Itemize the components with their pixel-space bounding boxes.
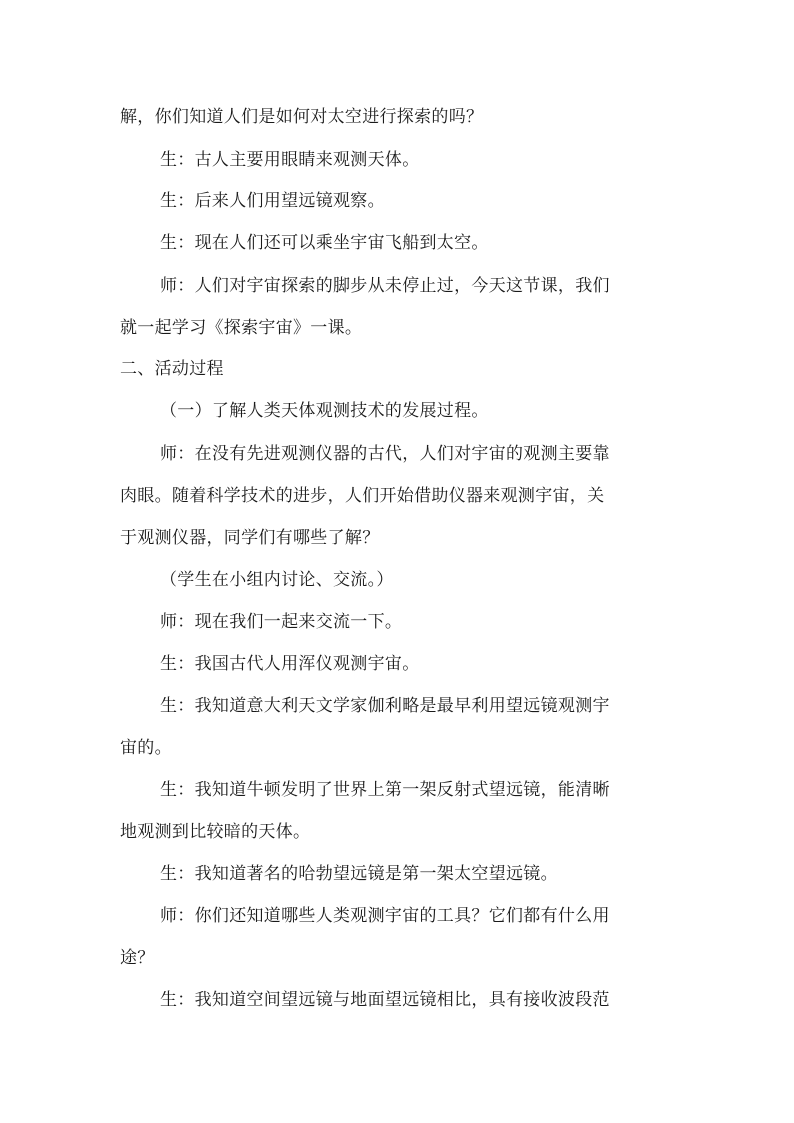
student-answer-line: 生：我知道著名的哈勃望远镜是第一架太空望远镜。 <box>160 864 558 884</box>
paragraph-line: 解，你们知道人们是如何对太空进行探索的吗？ <box>120 107 484 127</box>
paragraph-line: 就一起学习《探索宇宙》一课。 <box>120 318 363 338</box>
student-answer-line: 生：古人主要用眼睛来观测天体。 <box>160 150 420 170</box>
activity-note: （学生在小组内讨论、交流。） <box>160 570 394 590</box>
paragraph-line: 肉眼。随着科学技术的进步，人们开始借助仪器来观测宇宙，关 <box>120 486 605 506</box>
teacher-line: 师：在没有先进观测仪器的古代，人们对宇宙的观测主要靠 <box>160 444 610 464</box>
student-answer-line: 生：我国古代人用浑仪观测宇宙。 <box>160 654 420 674</box>
subsection-heading: （一）了解人类天体观测技术的发展过程。 <box>160 401 489 421</box>
paragraph-line: 宙的。 <box>120 738 172 758</box>
student-answer-line: 生：我知道意大利天文学家伽利略是最早利用望远镜观测宇 <box>160 696 610 716</box>
teacher-line: 师：你们还知道哪些人类观测宇宙的工具？它们都有什么用 <box>160 906 610 926</box>
student-answer-line: 生：现在人们还可以乘坐宇宙飞船到太空。 <box>160 233 489 253</box>
teacher-line: 师：现在我们一起来交流一下。 <box>160 612 403 632</box>
student-answer-line: 生：我知道空间望远镜与地面望远镜相比，具有接收波段范 <box>160 990 610 1010</box>
paragraph-line: 地观测到比较暗的天体。 <box>120 822 311 842</box>
paragraph-line: 于观测仪器，同学们有哪些了解？ <box>120 528 380 548</box>
teacher-line: 师：人们对宇宙探索的脚步从未停止过，今天这节课，我们 <box>160 276 610 296</box>
paragraph-line: 途？ <box>120 948 155 968</box>
student-answer-line: 生：后来人们用望远镜观察。 <box>160 191 385 211</box>
student-answer-line: 生：我知道牛顿发明了世界上第一架反射式望远镜，能清晰 <box>160 780 610 800</box>
section-heading: 二、活动过程 <box>120 359 224 379</box>
